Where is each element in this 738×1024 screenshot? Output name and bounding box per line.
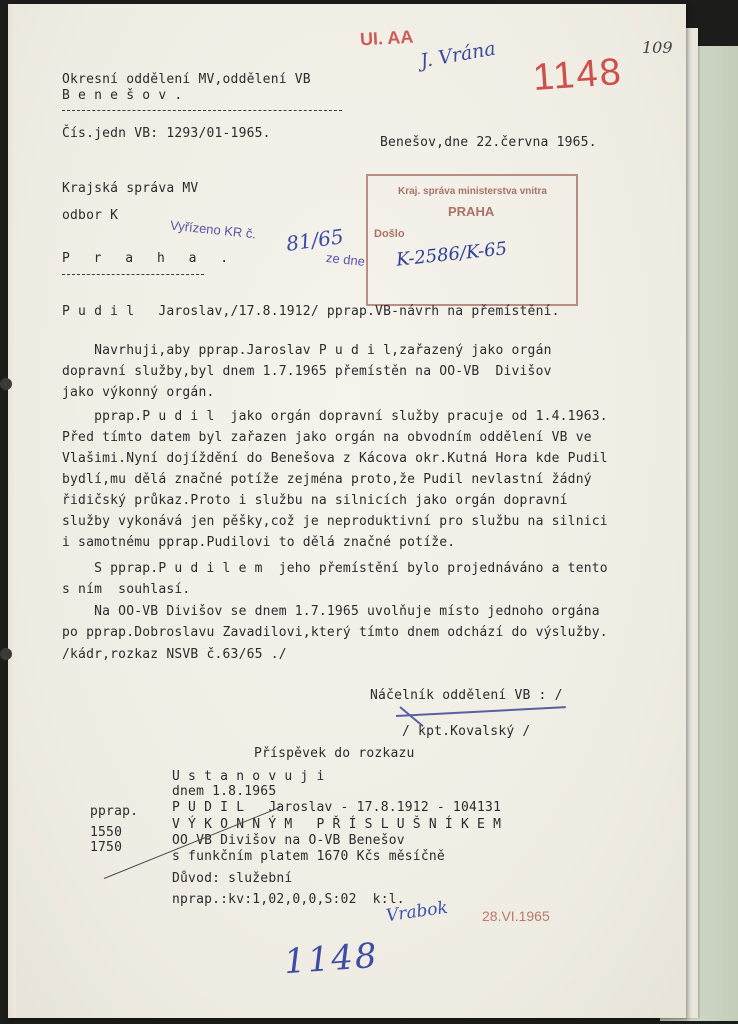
office-name: Okresní oddělení MV,oddělení VB <box>62 72 311 87</box>
binder-hole <box>0 648 12 660</box>
body-line: pprap.P u d i l jako orgán dopravní služby pracuje od 1.4.1963. <box>62 409 608 424</box>
order-role-line: V Ý K O N N Ý M P Ř Í S L U Š N Í K E M <box>172 817 502 832</box>
corner-page-number: 109 <box>642 38 673 57</box>
body-line: po pprap.Dobroslavu Zavadilovi,který tímto dnem odchází do výslužby. <box>62 625 608 640</box>
order-salary-line: s funkčním platem 1670 Kčs měsíčně <box>172 849 445 864</box>
initials-handwritten: Vrabok <box>384 897 450 927</box>
office-town: B e n e š o v . <box>62 88 183 103</box>
processed-ref-number: 81/65 <box>284 224 346 256</box>
reference-number: Čís.jedn VB: 1293/01-1965. <box>62 126 271 141</box>
body-line: řidičský průkaz.Proto i službu na silnicích jako orgán dopravní <box>62 493 568 508</box>
letter-date: Benešov,dne 22.června 1965. <box>380 135 597 150</box>
signature-title: Náčelník oddělení VB : / <box>370 688 563 703</box>
body-line: i samotnému pprap.Pudilovi to dělá značné potíže. <box>62 535 456 550</box>
bottom-number-handwritten: 1148 <box>282 935 380 983</box>
header-divider <box>62 110 342 111</box>
recipient-city: P r a h a . <box>62 251 237 266</box>
red-stamp-mark: UI. AA <box>359 26 414 50</box>
body-line: dopravní služby,byl dnem 1.7.1965 přemístěn na OO-VB Divišov <box>62 364 552 379</box>
processed-stamp: Vyřízeno KR č. <box>169 217 257 242</box>
signature-scribble <box>396 706 566 717</box>
signature-name: / kpt.Kovalský / <box>402 724 531 739</box>
processed-stamp-tail: ze dne <box>325 250 366 269</box>
order-heading: Příspěvek do rozkazu <box>254 746 415 761</box>
subject-line: P u d i l Jaroslav,/17.8.1912/ pprap.VB-návrh na přemístění. <box>62 304 560 319</box>
order-date: dnem 1.8.1965 <box>172 784 277 799</box>
order-name-line: P U D I L Jaroslav - 17.8.1912 - 104131 <box>172 800 502 815</box>
order-establish: U s t a n o v u j i <box>172 769 325 784</box>
date-stamp: 28.VI.1965 <box>482 908 550 924</box>
recipient-line-1: Krajská správa MV <box>62 181 199 196</box>
order-transfer-line: OO VB Divišov na O-VB Benešov <box>172 833 405 848</box>
page-left-edge <box>8 4 16 1018</box>
body-line: Před tímto datem byl zařazen jako orgán na obvodním oddělení VB ve <box>62 430 592 445</box>
body-line: Na OO-VB Divišov se dnem 1.7.1965 uvolňuje místo jednoho orgána <box>62 604 600 619</box>
body-line: /kádr,rozkaz NSVB č.63/65 ./ <box>62 647 287 662</box>
binder-hole <box>0 378 12 390</box>
body-line: S pprap.P u d i l e m jeho přemístění bylo projednáváno a tento <box>62 561 608 576</box>
page-number-handwritten: 1148 <box>531 50 625 100</box>
body-line: Navrhuji,aby pprap.Jaroslav P u d i l,zařazený jako orgán <box>62 343 552 358</box>
order-reason-line: Důvod: služební <box>172 871 293 886</box>
recipient-line-2: odbor K <box>62 208 119 223</box>
order-number-1: 1550 <box>90 825 123 840</box>
body-line: Vlašimi.Nyní dojíždění do Benešova z Kácova okr.Kutná Hora kde Pudil <box>62 451 608 466</box>
body-line: bydlí,mu dělá značné potíže zejména proto,že Pudil nevlastní žádný <box>62 472 592 487</box>
handwritten-note: J. Vrána <box>418 37 498 73</box>
body-line: jako výkonný orgán. <box>62 385 215 400</box>
order-rank: pprap. <box>90 804 139 819</box>
received-ref-handwritten: K-2586/K-65 <box>395 238 509 271</box>
order-number-2: 1750 <box>90 840 123 855</box>
body-line: služby vykonává jen pěšky,což je neproduktivní pro službu na silnici <box>62 514 608 529</box>
order-code-line: nprap.:kv:1,02,0,0,S:02 k:l. <box>172 892 405 907</box>
document-page <box>8 4 686 1018</box>
received-stamp: Kraj. správa ministerstva vnitra PRAHA Došlo <box>366 174 578 306</box>
recipient-divider <box>62 274 204 275</box>
body-line: s ním souhlasí. <box>62 582 191 597</box>
